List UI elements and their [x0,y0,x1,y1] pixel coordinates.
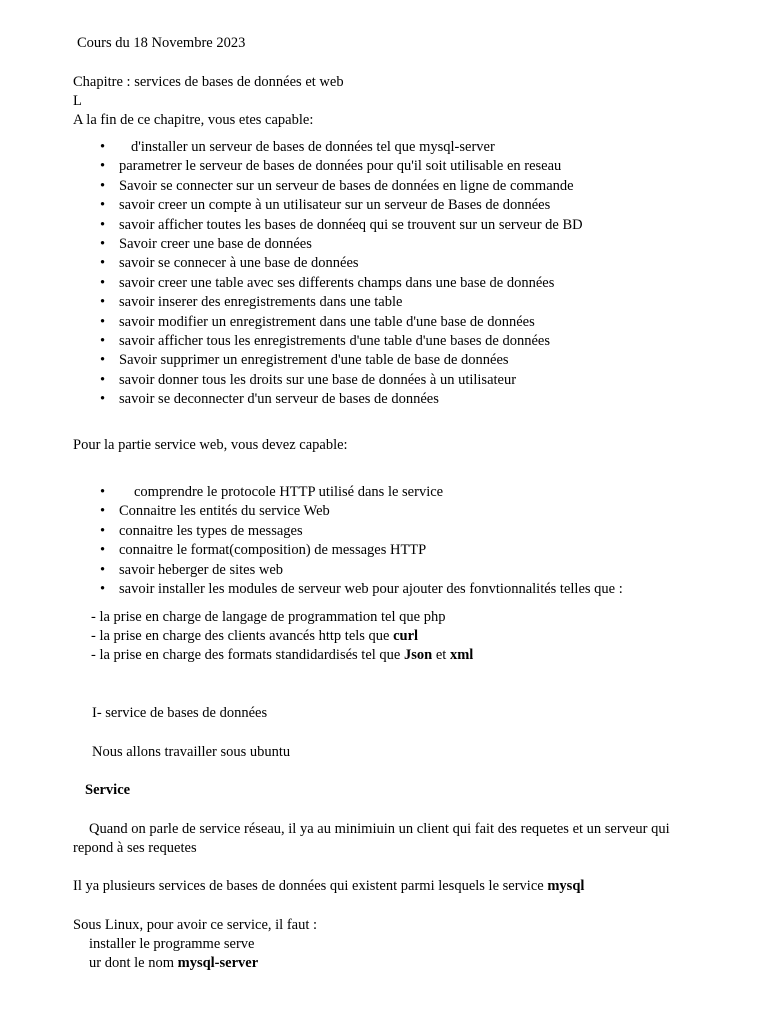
list-item: savoir se deconnecter d'un serveur de bases de données [119,391,439,408]
list-item: parametrer le serveur de bases de données pour qu'il soit utilisable en reseau [119,158,562,175]
bullet-mark: • [100,522,106,539]
bullet-mark: • [100,542,106,559]
list-item: connaitre le format(composition) de messages HTTP [119,542,427,559]
bullet-mark: • [100,484,106,500]
bullet-mark: • [100,255,106,272]
ubuntu-line: Nous allons travailler sous ubuntu [92,744,291,760]
bullet-mark: • [100,177,106,194]
list-item: connaitre les types de messages [119,522,303,539]
dash-item: - la prise en charge des formats standidardisés tel que Json et xml [91,647,474,663]
list-item: d'installer un serveur de bases de données tel que mysql-server [131,139,495,155]
list-item: savoir afficher tous les enregistrements d'une table d'une bases de données [119,333,550,349]
bullet-mark: • [100,197,106,214]
list-item: Savoir supprimer un enregistrement d'une table de base de données [119,352,509,369]
list-item: Savoir creer une base de données [119,236,312,252]
intro-line: A la fin de ce chapitre, vous etes capable: [73,112,314,128]
bullet-mark: • [100,581,106,597]
list-item: savoir creer une table avec ses differents champs dans une base de données [119,274,555,291]
install-line: installer le programme serve [89,936,255,952]
bullet-mark: • [100,313,106,330]
bullet-mark: • [100,236,106,252]
web-intro-line: Pour la partie service web, vous devez capable: [73,437,348,453]
bullet-mark: • [100,352,106,369]
list-item: savoir inserer des enregistrements dans une table [119,294,403,311]
list-item: savoir installer les modules de serveur web pour ajouter des fonvtionnalités telles que : [119,581,623,597]
bullet-mark: • [100,216,106,233]
stray-letter: L [73,93,82,109]
list-item: savoir heberger de sites web [119,561,284,578]
bullet-mark: • [100,158,106,175]
dash-item: - la prise en charge des clients avancés http tels que curl [91,628,419,644]
list-item: comprendre le protocole HTTP utilisé dans le service [134,484,444,500]
mysql-line: Il ya plusieurs services de bases de données qui existent parmi lesquels le service mysql [73,878,585,894]
bullet-mark: • [100,371,106,388]
section-heading: I- service de bases de données [92,705,268,721]
list-item: Connaitre les entités du service Web [119,503,330,520]
list-item: savoir donner tous les droits sur une base de données à un utilisateur [119,371,517,388]
bullet-mark: • [100,391,106,408]
dash-item: - la prise en charge de langage de programmation tel que php [91,609,446,625]
list-item: savoir se connecer à une base de données [119,255,359,272]
bullet-mark: • [100,274,106,291]
service-paragraph-line-1: Quand on parle de service réseau, il ya au minimiuin un client qui fait des requetes et un serveur qui [89,821,670,837]
install-line-2: ur dont le nom mysql-server [89,955,259,971]
bullet-mark: • [100,139,106,155]
bullet-mark: • [100,561,106,578]
linux-line: Sous Linux, pour avoir ce service, il faut : [73,917,318,933]
list-item: savoir modifier un enregistrement dans une table d'une base de données [119,313,535,330]
list-item: savoir afficher toutes les bases de donnéeq qui se trouvent sur un serveur de BD [119,216,583,233]
bullet-mark: • [100,503,106,520]
chapter-title: Chapitre : services de bases de données et web [73,74,344,90]
service-heading: Service [85,782,131,798]
bullet-mark: • [100,294,106,311]
list-item: Savoir se connecter sur un serveur de bases de données en ligne de commande [119,177,574,194]
list-item: savoir creer un compte à un utilisateur sur un serveur de Bases de données [119,197,551,214]
bullet-mark: • [100,333,106,349]
service-paragraph-line-2: repond à ses requetes [73,840,197,856]
date-line: Cours du 18 Novembre 2023 [77,35,246,51]
